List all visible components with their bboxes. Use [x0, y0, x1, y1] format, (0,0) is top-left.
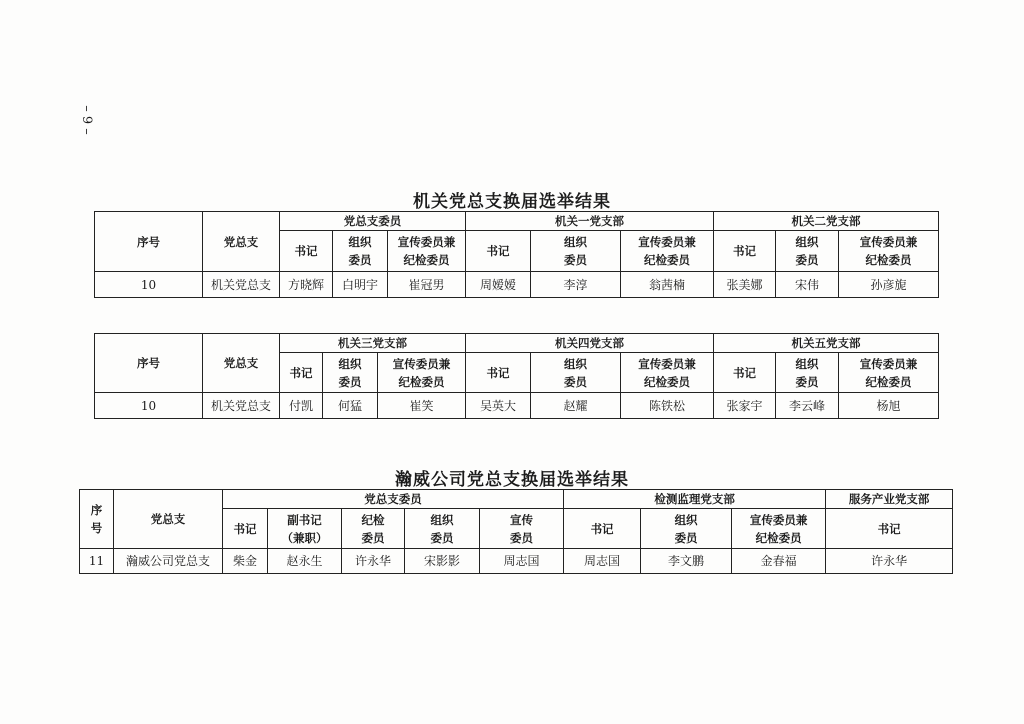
table1-title: 机关党总支换届选举结果 — [413, 192, 611, 212]
table3-group-header: 检测监理党支部 — [564, 490, 826, 509]
table3-cell: 李文鹏 — [641, 549, 732, 574]
table1-group-header: 机关二党支部 — [714, 212, 939, 231]
table2-subheader: 组织 委员 — [323, 353, 378, 393]
table3-cell: 宋影影 — [405, 549, 480, 574]
table3 — [79, 489, 953, 574]
table2-cell: 赵耀 — [531, 393, 621, 419]
table2-group-header: 机关三党支部 — [280, 334, 466, 353]
table2-cell: 杨旭 — [839, 393, 939, 419]
table1-cell: 李淳 — [531, 272, 621, 298]
table3-cell: 许永华 — [342, 549, 405, 574]
table1-subheader: 书记 — [466, 231, 531, 272]
table1-subheader: 组织 委员 — [531, 231, 621, 272]
table1-subheader: 书记 — [280, 231, 333, 272]
table3-subheader: 纪检 委员 — [342, 509, 405, 549]
table2-cell: 陈铁松 — [621, 393, 714, 419]
table3-cell: 许永华 — [826, 549, 953, 574]
table1-subheader: 书记 — [714, 231, 776, 272]
table2-subheader: 宣传委员兼 纪检委员 — [378, 353, 466, 393]
table2-subheader: 组织 委员 — [531, 353, 621, 393]
table1-header-branch: 党总支 — [203, 212, 280, 272]
table3-subheader: 宣传委员兼 纪检委员 — [732, 509, 826, 549]
table2-subheader: 宣传委员兼 纪检委员 — [621, 353, 714, 393]
table2-subheader: 书记 — [280, 353, 323, 393]
table2-subheader: 书记 — [466, 353, 531, 393]
table2-group-header: 机关四党支部 — [466, 334, 714, 353]
table3-subheader: 书记 — [564, 509, 641, 549]
table2-cell: 李云峰 — [776, 393, 839, 419]
table1-subheader: 组织 委员 — [776, 231, 839, 272]
table1-cell: 方晓辉 — [280, 272, 333, 298]
table3-header-branch: 党总支 — [114, 490, 223, 549]
table2-cell: 机关党总支 — [203, 393, 280, 419]
table-row — [95, 272, 939, 298]
table1-cell: 翁茜楠 — [621, 272, 714, 298]
table3-subheader: 组织 委员 — [641, 509, 732, 549]
table1-group-header: 机关一党支部 — [466, 212, 714, 231]
table1-cell: 张美娜 — [714, 272, 776, 298]
table1-subheader: 宣传委员兼 纪检委员 — [621, 231, 714, 272]
table1-header-seq: 序号 — [95, 212, 203, 272]
table2-cell: 吴英大 — [466, 393, 531, 419]
table1-cell: 白明宇 — [333, 272, 388, 298]
table3-cell: 11 — [80, 549, 114, 574]
table2-subheader: 宣传委员兼 纪检委员 — [839, 353, 939, 393]
table3-cell: 瀚威公司党总支 — [114, 549, 223, 574]
table2-cell: 10 — [95, 393, 203, 419]
table2-cell: 何猛 — [323, 393, 378, 419]
table3-subheader: 组织 委员 — [405, 509, 480, 549]
table2-header-seq: 序号 — [95, 334, 203, 393]
table1-subheader: 组织 委员 — [333, 231, 388, 272]
page-number: – 9 – — [79, 105, 95, 135]
table1-group-header: 党总支委员 — [280, 212, 466, 231]
table1-cell: 10 — [95, 272, 203, 298]
table3-subheader: 副书记 （兼职） — [268, 509, 342, 549]
table3-subheader: 书记 — [223, 509, 268, 549]
table1-cell: 宋伟 — [776, 272, 839, 298]
table1-cell: 机关党总支 — [203, 272, 280, 298]
table2-cell: 崔笑 — [378, 393, 466, 419]
table3-cell: 周志国 — [480, 549, 564, 574]
table1-subheader: 宣传委员兼 纪检委员 — [388, 231, 466, 272]
table2-subheader: 组织 委员 — [776, 353, 839, 393]
table2-subheader: 书记 — [714, 353, 776, 393]
table2-cell: 付凯 — [280, 393, 323, 419]
table3-cell: 金春福 — [732, 549, 826, 574]
table3-group-header: 党总支委员 — [223, 490, 564, 509]
table2 — [94, 333, 939, 419]
table1 — [94, 211, 939, 298]
table2-group-header: 机关五党支部 — [714, 334, 939, 353]
table1-cell: 崔冠男 — [388, 272, 466, 298]
table-row — [95, 393, 939, 419]
table3-subheader: 书记 — [826, 509, 953, 549]
table1-cell: 周嫒嫒 — [466, 272, 531, 298]
table3-subheader: 宣传 委员 — [480, 509, 564, 549]
table3-group-header: 服务产业党支部 — [826, 490, 953, 509]
table3-cell: 赵永生 — [268, 549, 342, 574]
table3-title: 瀚威公司党总支换届选举结果 — [395, 470, 629, 490]
table1-subheader: 宣传委员兼 纪检委员 — [839, 231, 939, 272]
table3-header-seq: 序 号 — [80, 490, 114, 549]
table1-cell: 孙彦旎 — [839, 272, 939, 298]
table3-cell: 周志国 — [564, 549, 641, 574]
table2-header-branch: 党总支 — [203, 334, 280, 393]
table3-cell: 柴金 — [223, 549, 268, 574]
table2-cell: 张家宇 — [714, 393, 776, 419]
table-row — [80, 549, 953, 574]
